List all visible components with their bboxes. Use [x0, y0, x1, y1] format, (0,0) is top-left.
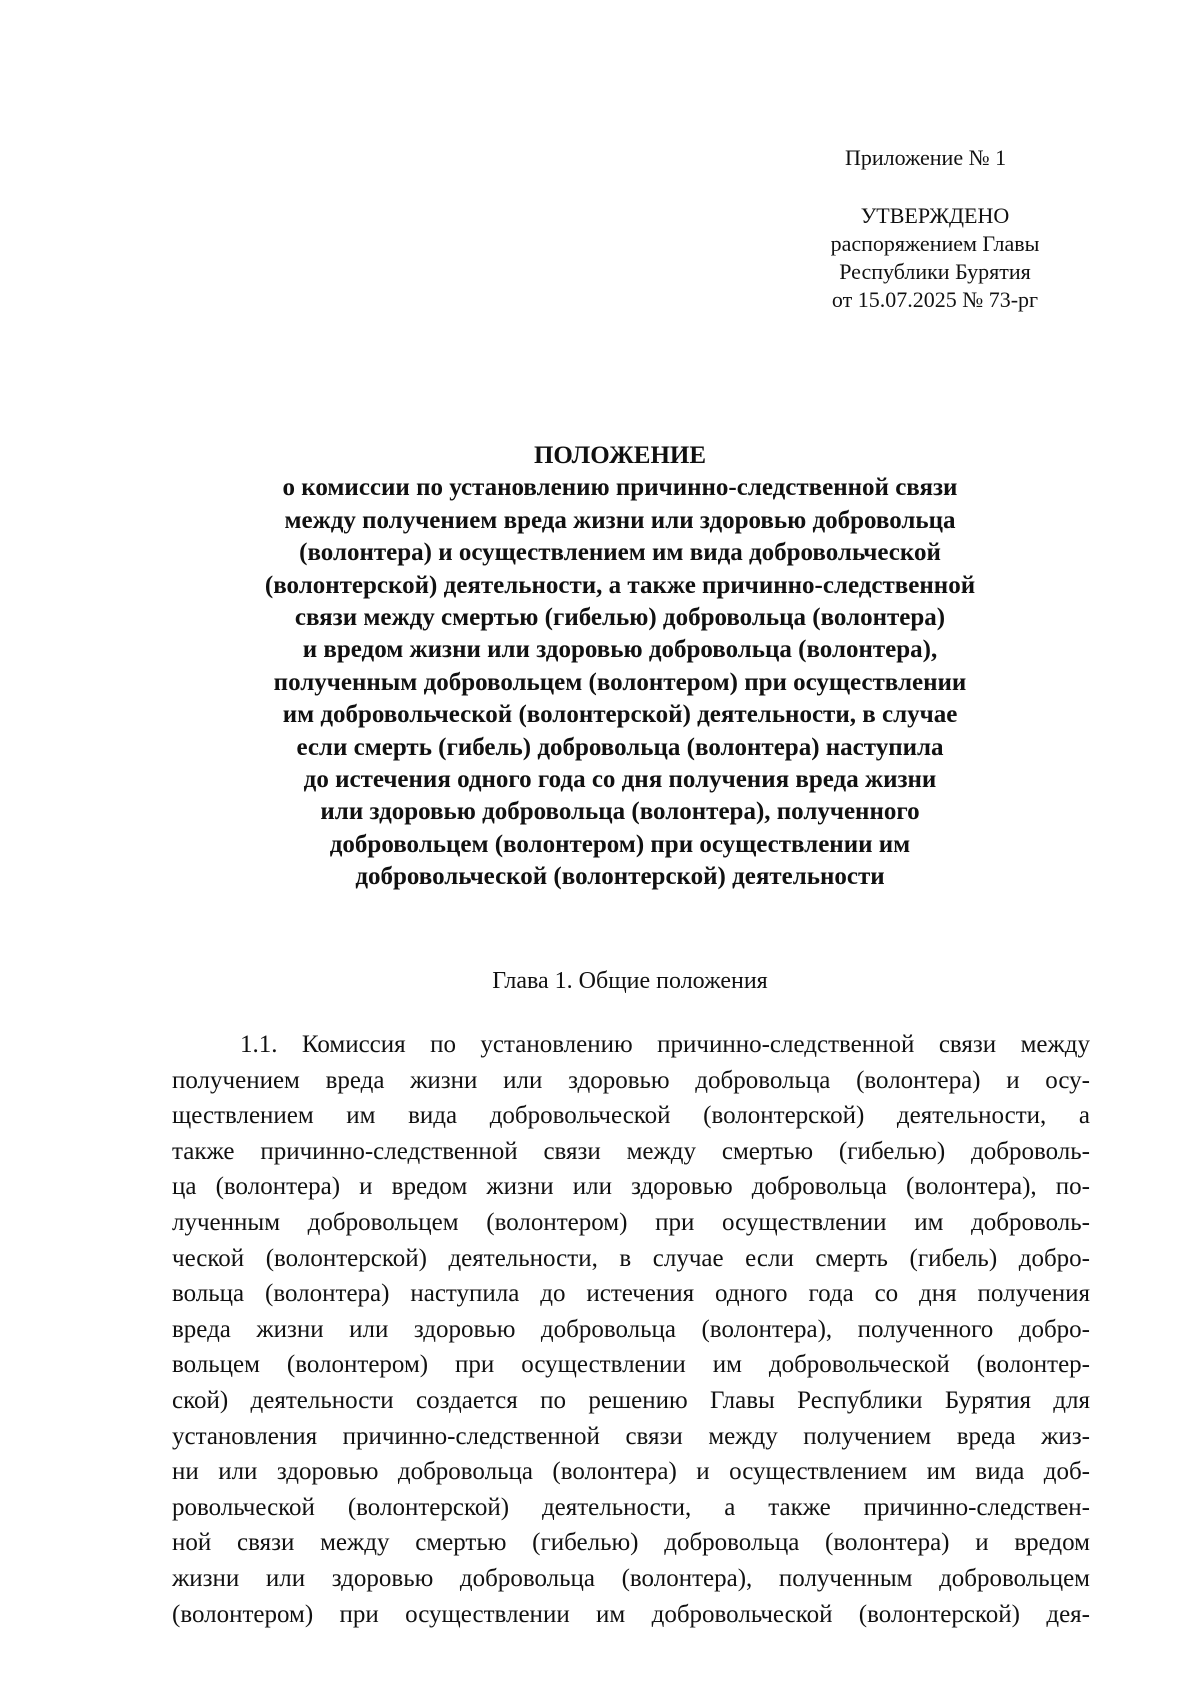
title-line: до истечения одного года со дня получения вреда жизни — [303, 766, 937, 794]
paragraph-line: ческой (волонтерской) деятельности, в случае если смерть (гибель) добро- — [172, 1244, 1090, 1272]
paragraph-line: получением вреда жизни или здоровью добровольца (волонтера) и осу- — [172, 1066, 1090, 1094]
approval-stamp-block — [790, 202, 1080, 314]
paragraph-line: жизни или здоровью добровольца (волонтера), полученным добровольцем — [172, 1564, 1090, 1592]
paragraph-line: вольцем (волонтером) при осуществлении им добровольческой (волонтер- — [172, 1351, 1090, 1379]
approval-line: Республики Бурятия — [839, 259, 1031, 284]
paragraph-line: ца (волонтера) и вредом жизни или здоровью добровольца (волонтера), по- — [172, 1173, 1090, 1201]
title-line: или здоровью добровольца (волонтера), полученного — [320, 798, 920, 826]
title-line: добровольцем (волонтером) при осуществлении им — [329, 830, 911, 858]
paragraph-line: лученным добровольцем (волонтером) при осуществлении им доброволь- — [172, 1208, 1090, 1236]
title-line: им добровольческой (волонтерской) деятельности, в случае — [282, 701, 958, 729]
approval-line: распоряжением Главы — [830, 231, 1040, 256]
appendix-label: Приложение № 1 — [845, 145, 1007, 170]
title-line: добровольческой (волонтерской) деятельности — [355, 863, 885, 891]
title-line: между получением вреда жизни или здоровью добровольца — [284, 506, 956, 534]
paragraph-line: ни или здоровью добровольца (волонтера) и осуществлением им вида доб- — [172, 1458, 1090, 1486]
paragraph-line: установления причинно-следственной связи между получением вреда жиз- — [172, 1422, 1090, 1450]
paragraph-line: ной связи между смертью (гибелью) добровольца (волонтера) и вредом — [172, 1529, 1090, 1557]
paragraph-1-1 — [172, 1027, 1090, 1632]
title-line: и вредом жизни или здоровью добровольца (волонтера), — [302, 636, 938, 664]
paragraph-line: ской) деятельности создается по решению Главы Республики Бурятия для — [172, 1386, 1090, 1414]
paragraph-line: вольца (волонтера) наступила до истечения одного года со дня получения — [172, 1280, 1090, 1308]
paragraph-line: также причинно-следственной связи между смертью (гибелью) доброволь- — [172, 1137, 1090, 1165]
paragraph-line: 1.1. Комиссия по установлению причинно-следственной связи между — [240, 1031, 1090, 1058]
title-line: о комиссии по установлению причинно-следственной связи — [282, 474, 958, 502]
paragraph-line: ществлением им вида добровольческой (волонтерской) деятельности, а — [172, 1102, 1090, 1130]
title-line: связи между смертью (гибелью) добровольца (волонтера) — [294, 604, 946, 632]
approval-line: от 15.07.2025 № 73-рг — [831, 287, 1039, 312]
approval-line: УТВЕРЖДЕНО — [860, 203, 1010, 228]
chapter-heading: Глава 1. Общие положения — [492, 968, 768, 994]
title-line: полученным добровольцем (волонтером) при осуществлении — [273, 668, 967, 696]
title-line: (волонтерской) деятельности, а также причинно-следственной — [264, 571, 976, 599]
paragraph-line: вреда жизни или здоровью добровольца (волонтера), полученного добро- — [172, 1315, 1090, 1343]
title-line: (волонтера) и осуществлением им вида добровольческой — [299, 539, 941, 567]
paragraph-line: ровольческой (волонтерской) деятельности, а также причинно-следствен- — [172, 1493, 1090, 1521]
title-heading: ПОЛОЖЕНИЕ — [533, 442, 707, 469]
document-title — [160, 440, 1080, 894]
paragraph-line: (волонтером) при осуществлении им добровольческой (волонтерской) дея- — [172, 1600, 1090, 1628]
title-line: если смерть (гибель) добровольца (волонтера) наступила — [296, 733, 944, 761]
